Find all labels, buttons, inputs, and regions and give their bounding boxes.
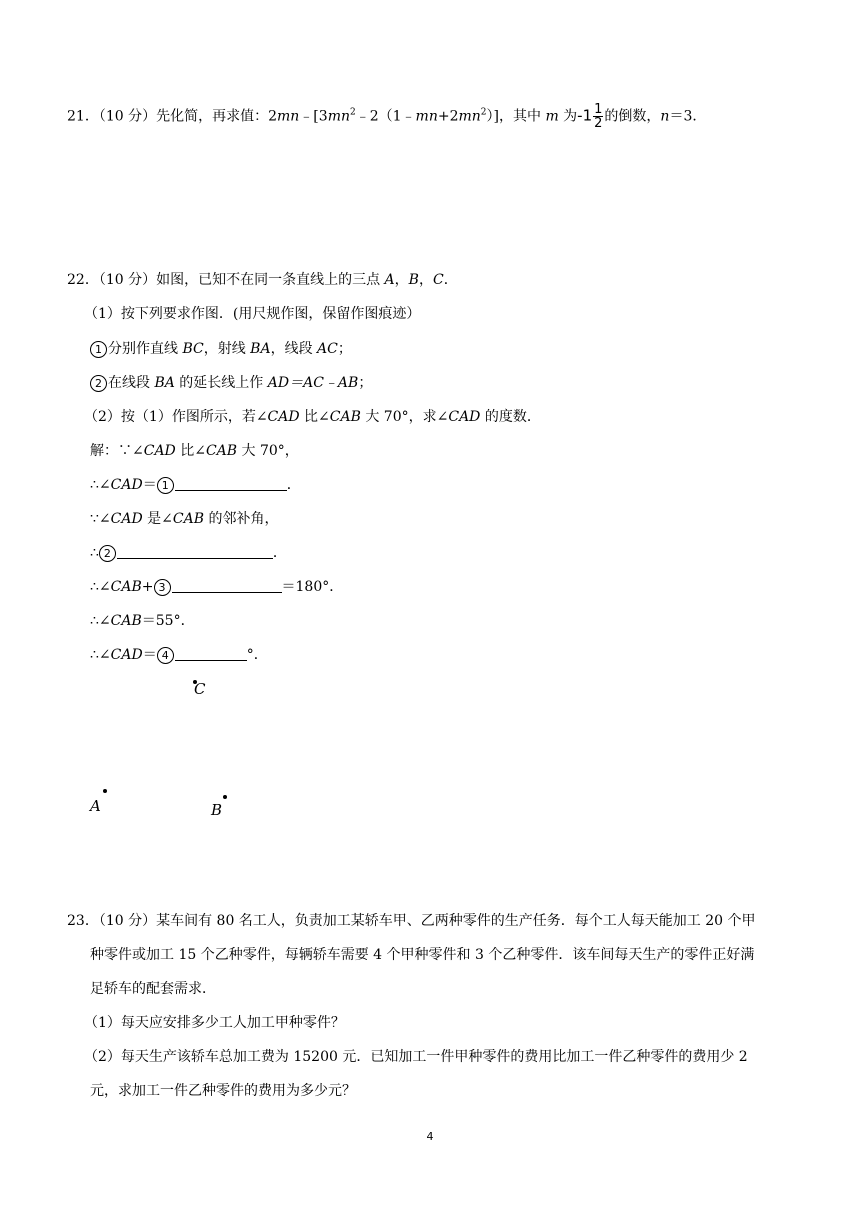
q22-solution-line4	[90, 576, 343, 598]
q21-text: ）]，其中	[486, 108, 546, 125]
q22-text: ．	[443, 272, 458, 288]
mixed-number-whole: -1	[577, 106, 593, 125]
q22-text: 是∠	[142, 511, 173, 527]
answer-blank-1[interactable]	[175, 476, 287, 491]
q22-text: ＝	[142, 477, 157, 493]
q22-text: ∴∠	[90, 477, 111, 493]
q21-var: n	[660, 108, 670, 125]
q22-text: （2）按（1）作图所示，若∠	[84, 409, 268, 425]
point-a-dot	[103, 789, 107, 793]
q22-text: ，射线	[203, 341, 251, 357]
q22-text: 比∠	[175, 443, 206, 459]
page-number: 4	[426, 1130, 434, 1143]
answer-blank-2[interactable]	[117, 544, 273, 559]
q22-solution-line6	[90, 644, 268, 666]
q23-part1	[84, 1012, 345, 1034]
q22-text: 大 70°，	[237, 443, 299, 459]
point-b-dot	[223, 795, 227, 799]
q22-var: CAB	[205, 443, 238, 459]
q21-score: （10 分）	[98, 108, 157, 125]
q22-part1	[84, 303, 420, 325]
q22-solution-line5	[90, 610, 195, 632]
q22-text: ；	[358, 375, 373, 391]
q22-var: AC	[317, 341, 338, 357]
q21-text: +2	[437, 108, 459, 125]
q21-line	[67, 103, 706, 130]
q22-text: 在线段	[108, 375, 155, 391]
q22-text: ＝	[142, 647, 157, 663]
q22-var: CAD	[448, 409, 481, 425]
q22-text: 的延长线上作	[174, 375, 268, 391]
q22-var: BA	[250, 341, 271, 357]
q23-number: 23．	[67, 913, 99, 929]
q22-text: 的邻补角，	[204, 511, 279, 527]
q23-part1-text: （1）每天应安排多少工人加工甲种零件？	[84, 1015, 345, 1031]
q21-exponent: 2	[349, 107, 356, 118]
q22-text: ＝180°．	[281, 579, 344, 595]
fraction	[593, 103, 603, 130]
q21-var: m	[545, 108, 559, 125]
q22-part1-text: （1）按下列要求作图．(用尺规作图，保留作图痕迹）	[84, 306, 421, 322]
q23-part2-text: 元，求加工一件乙种零件的费用为多少元？	[90, 1083, 356, 1099]
q21-number: 21．	[67, 108, 99, 125]
q22-var: BC	[182, 341, 204, 357]
q22-var: CAD	[267, 409, 300, 425]
circled-number: 1	[90, 341, 107, 358]
q21-text: 为	[558, 108, 578, 125]
q22-solution-intro	[90, 440, 299, 462]
fraction-denominator: 2	[594, 116, 603, 131]
q22-var: CAB	[110, 579, 142, 595]
fraction-numerator: 1	[594, 102, 603, 117]
q23-line2	[90, 944, 754, 966]
q23-part2-line2	[90, 1080, 356, 1102]
q22-part2	[84, 406, 541, 428]
q23-line1	[67, 910, 756, 932]
q23-text: 某车间有 80 名工人，负责加工某轿车甲、乙两种零件的生产任务．每个工人每天能加工 20 个甲	[156, 913, 756, 929]
q22-var: BA	[154, 375, 175, 391]
q22-text: ，线段	[270, 341, 318, 357]
q22-score: （10 分）	[98, 272, 157, 288]
circled-number: 1	[157, 477, 174, 494]
q22-text: 大 70°，求∠	[360, 409, 449, 425]
q23-score: （10 分）	[98, 913, 157, 929]
q23-text: 足轿车的配套需求．	[90, 981, 216, 997]
q22-text: ∴∠	[90, 579, 111, 595]
q22-text: 如图，已知不在同一条直线上的三点	[156, 272, 385, 288]
q22-solution-line1	[90, 474, 301, 496]
q22-text: °．	[246, 647, 268, 663]
point-c-label: C	[194, 680, 206, 698]
point-b-label: B	[211, 801, 223, 819]
q22-var: B	[408, 272, 419, 288]
q23-line3	[90, 978, 216, 1000]
q22-text: ．	[286, 477, 301, 493]
q22-var: CAB	[329, 409, 361, 425]
q23-part2-text: （2）每天生产该轿车总加工费为 15200 元．已知加工一件甲种零件的费用比加工一件乙种零件的费用少 2	[84, 1049, 748, 1065]
circled-number: 4	[157, 647, 174, 664]
q22-text: ∵∠	[90, 511, 111, 527]
q22-text: ∴∠	[90, 647, 111, 663]
circled-number: 2	[99, 545, 116, 562]
q21-text: ﹣[3	[299, 108, 328, 125]
q21-text: ﹣2（1﹣	[355, 108, 416, 125]
q22-text: 比∠	[299, 409, 330, 425]
q22-var: CAD	[143, 443, 176, 459]
q22-text: +	[141, 579, 154, 595]
q22-var: CAB	[110, 613, 142, 629]
q22-var: CAD	[110, 511, 143, 527]
point-a-label: A	[90, 797, 101, 815]
q22-solution-line2	[90, 508, 278, 530]
q23-part2-line1	[84, 1046, 748, 1068]
q22-text: ．	[272, 545, 287, 561]
q22-var: CAD	[110, 647, 143, 663]
q22-step1	[90, 338, 352, 360]
circled-number: 3	[154, 579, 171, 596]
answer-blank-4[interactable]	[175, 646, 247, 661]
q21-var: mn	[277, 108, 300, 125]
q21-exponent: 2	[480, 107, 487, 118]
q22-solution-line3	[90, 542, 287, 564]
q22-text: ∴	[90, 545, 99, 561]
q21-text: 先化简，再求值：2	[156, 108, 278, 125]
q21-var: mn	[415, 108, 438, 125]
q22-var: C	[432, 272, 444, 288]
q22-var: CAD	[110, 477, 143, 493]
q22-intro	[67, 269, 458, 291]
q22-text: 解：∵∠	[90, 443, 144, 459]
q22-var: A	[384, 272, 395, 288]
circled-number: 2	[90, 375, 107, 392]
q22-text: ，	[394, 272, 409, 288]
q22-text: ，	[418, 272, 433, 288]
q22-step2	[90, 372, 372, 394]
q22-equation: AD＝AC﹣AB	[267, 375, 359, 391]
q21-text: ＝3．	[669, 108, 707, 125]
q22-text: 分别作直线	[108, 341, 183, 357]
q22-var: CAB	[172, 511, 204, 527]
q21-var: mn	[458, 108, 481, 125]
q22-text: ∴∠	[90, 613, 111, 629]
q21-var: mn	[327, 108, 350, 125]
q21-text: 的倒数，	[604, 108, 661, 125]
q23-text: 种零件或加工 15 个乙种零件，每辆轿车需要 4 个甲种零件和 3 个乙种零件．该车间每天生产的零件正好满	[90, 947, 755, 963]
q22-text: ；	[337, 341, 352, 357]
q22-number: 22．	[67, 272, 99, 288]
q22-text: 的度数．	[480, 409, 541, 425]
answer-blank-3[interactable]	[172, 578, 282, 593]
q22-text: ＝55°．	[141, 613, 195, 629]
